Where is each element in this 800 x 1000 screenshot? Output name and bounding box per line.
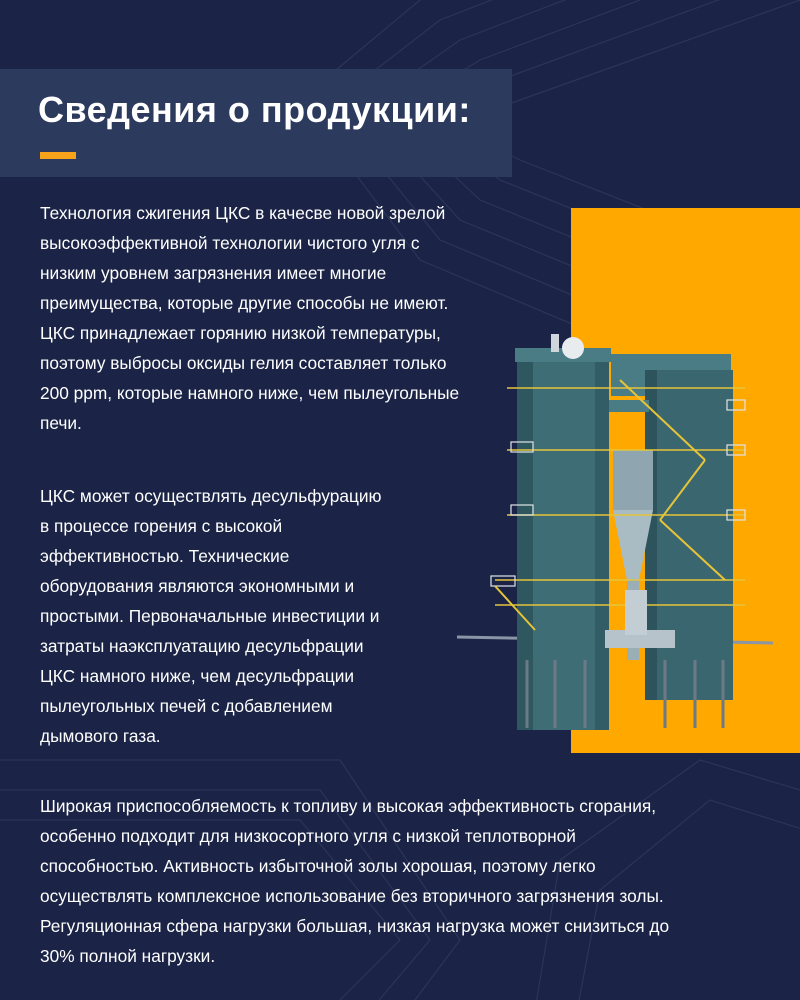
paragraph-fuel-adaptability [40,791,770,971]
text-line: высокоэффективной технологии чистого угля с [40,233,420,253]
text-line: поэтому выбросы оксиды гелия составляет только [40,353,447,373]
text-line: простыми. Первоначальные инвестиции и [40,606,380,626]
text-line: осуществлять комплексное использование без вторичного загрязнения золы. [40,886,664,906]
text-line: пылеугольных печей с добавлением [40,696,333,716]
text-line: ЦКС может осуществлять десульфурацию [40,486,382,506]
text-line: дымового газа. [40,726,161,746]
text-line: особенно подходит для низкосортного угля с низкой теплотворной [40,826,576,846]
text-line: оборудования являются экономными и [40,576,355,596]
text-line: Регуляционная сфера нагрузки большая, низкая нагрузка может снизиться до [40,916,670,936]
text-line: Широкая приспособляемость к топливу и высокая эффективность сгорания, [40,796,657,816]
text-line: затраты наэксплуатацию десульфрации [40,636,364,656]
text-line: способностью. Активность избыточной золы хорошая, поэтому легко [40,856,596,876]
text-line: в процессе горения с высокой [40,516,283,536]
text-line: Технология сжигения ЦКС в качесве новой зрелой [40,203,446,223]
text-line: 200 ppm, которые намного ниже, чем пылеугольные [40,383,460,403]
page-title: Сведения о продукции: [38,89,471,130]
text-line: печи. [40,413,82,433]
text-line: эффективностью. Технические [40,546,290,566]
text-line: ЦКС принадлежает горянию низкой температуры, [40,323,441,343]
text-line: 30% полной нагрузки. [40,946,216,966]
paragraph-desulfurization [40,481,440,751]
paragraph-cfb-technology [40,198,510,438]
text-line: преимущества, которые другие способы не имеют. [40,293,449,313]
title-box [0,69,512,177]
text-line: ЦКС намного ниже, чем десульфрации [40,666,355,686]
text-line: низким уровнем загрязнения имеет многие [40,263,387,283]
title-underline [40,152,76,159]
